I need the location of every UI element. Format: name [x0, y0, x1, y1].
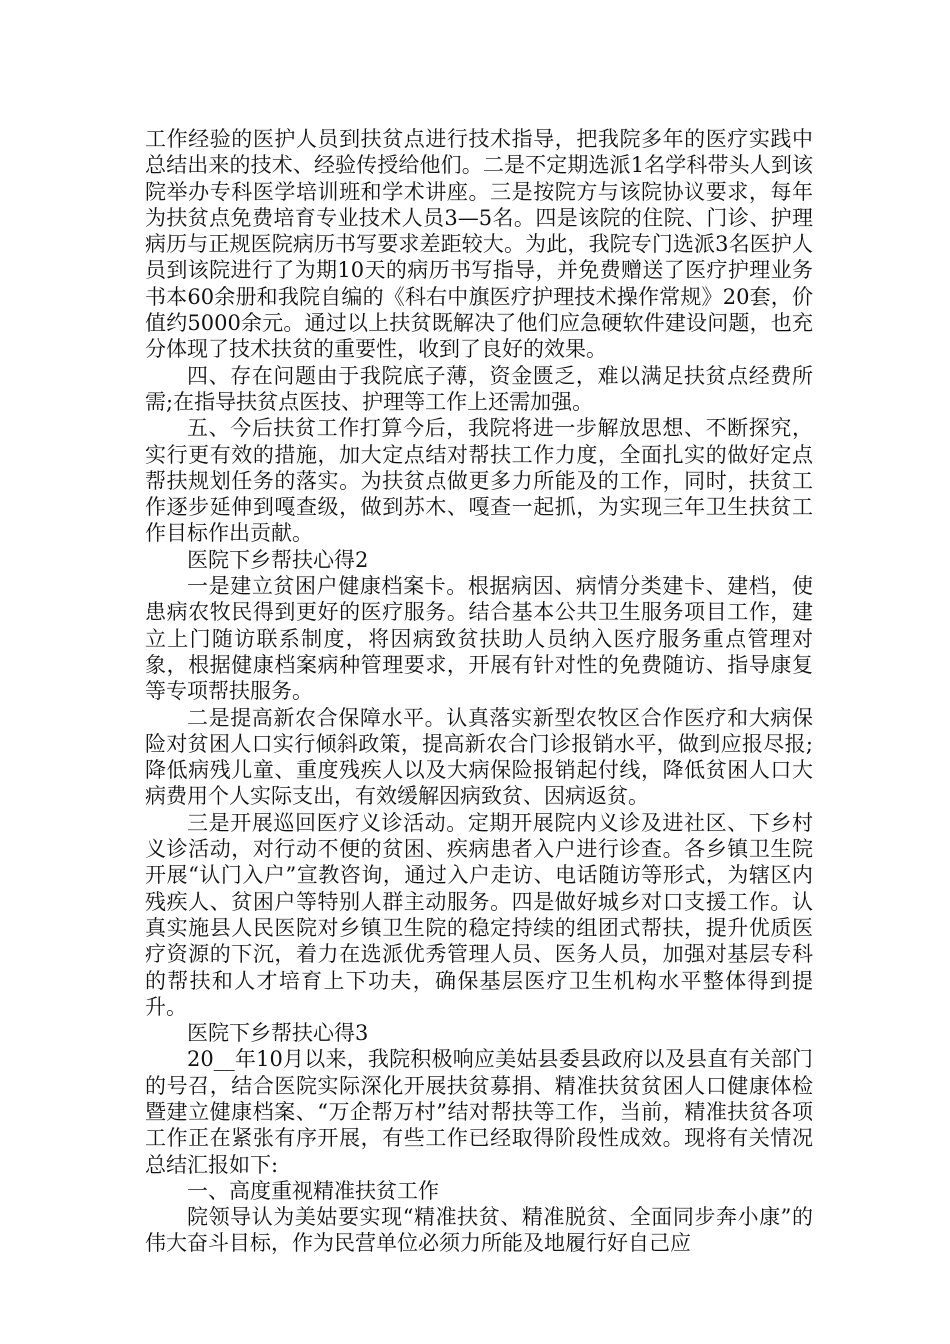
document-body [145, 126, 813, 1257]
section-five-paragraph: 五、今后扶贫工作打算今后，我院将进一步解放思想、不断探究，实行更有效的措施，加大定点结对帮扶工作力度，全面扎实的做好定点帮扶规划任务的落实。为扶贫点做更多力所能及的工作，同时，扶贫工作逐步延伸到嘎查级，做到苏木、嘎查一起抓，为实现三年卫生扶贫工作目标作出贡献。 [145, 416, 813, 546]
section-four-paragraph: 四、存在问题由于我院底子薄，资金匮乏，难以满足扶贫点经费所需;在指导扶贫点医技、护理等工作上还需加强。 [145, 363, 813, 414]
body-paragraph: 三是开展巡回医疗义诊活动。定期开展院内义诊及进社区、下乡村义诊活动，对行动不便的贫困、疾病患者入户进行诊查。各乡镇卫生院开展“认门入户”宣教咨询，通过入户走访、电话随访等形式，为辖区内残疾人、贫困户等特别人群主动服务。四是做好城乡对口支援工作。认真实施县人民医院对乡镇卫生院的稳定持续的组团式帮扶，提升优质医疗资源的下沉，着力在选派优秀管理人员、医务人员，加强对基层专科的帮扶和人才培育上下功夫，确保基层医疗卫生机构水平整体得到提升。 [145, 810, 813, 1019]
body-paragraph: 一是建立贫困户健康档案卡。根据病因、病情分类建卡、建档，使患病农牧民得到更好的医疗服务。结合基本公共卫生服务项目工作，建立上门随访联系制度，将因病致贫扶助人员纳入医疗服务重点管理对象，根据健康档案病种管理要求，开展有针对性的免费随访、指导康复等专项帮扶服务。 [145, 574, 813, 704]
body-paragraph: 二是提高新农合保障水平。认真落实新型农牧区合作医疗和大病保险对贫困人口实行倾斜政策，提高新农合门诊报销水平，做到应报尽报;降低病残儿童、重度残疾人以及大病保险报销起付线，降低贫困人口大病费用个人实际支出，有效缓解因病致贫、因病返贫。 [145, 705, 813, 809]
body-paragraph: 20__年10月以来，我院积极响应美姑县委县政府以及县直有关部门的号召，结合医院实际深化开展扶贫募捐、精准扶贫贫困人口健康体检暨建立健康档案、“万企帮万村”结对帮扶等工作，当前，精准扶贫各项工作正在紧张有序开展，有些工作已经取得阶段性成效。现将有关情况总结汇报如下: [145, 1047, 813, 1177]
heading-part-3: 医院下乡帮扶心得3 [187, 1021, 369, 1046]
body-paragraph: 院领导认为美姑要实现“精准扶贫、精准脱贫、全面同步奔小康”的伟大奋斗目标，作为民营单位必须力所能及地履行好自己应 [145, 1205, 813, 1256]
subheading: 一、高度重视精准扶贫工作 [187, 1178, 439, 1203]
body-paragraph: 工作经验的医护人员到扶贫点进行技术指导，把我院多年的医疗实践中总结出来的技术、经验传授给他们。二是不定期选派1名学科带头人到该院举办专科医学培训班和学术讲座。三是按院方与该院协议要求，每年为扶贫点免费培育专业技术人员3—5名。四是该院的住院、门诊、护理病历与正规医院病历书写要求差距较大。为此，我院专门选派3名医护人员到该院进行了为期10天的病历书写指导，并免费赠送了医疗护理业务书本60余册和我院自编的《科右中旗医疗护理技术操作常规》20套，价值约5000余元。通过以上扶贫既解决了他们应急硬软件建设问题，也充分体现了技术扶贫的重要性，收到了良好的效果。 [145, 127, 813, 362]
heading-part-2: 医院下乡帮扶心得2 [187, 547, 369, 572]
